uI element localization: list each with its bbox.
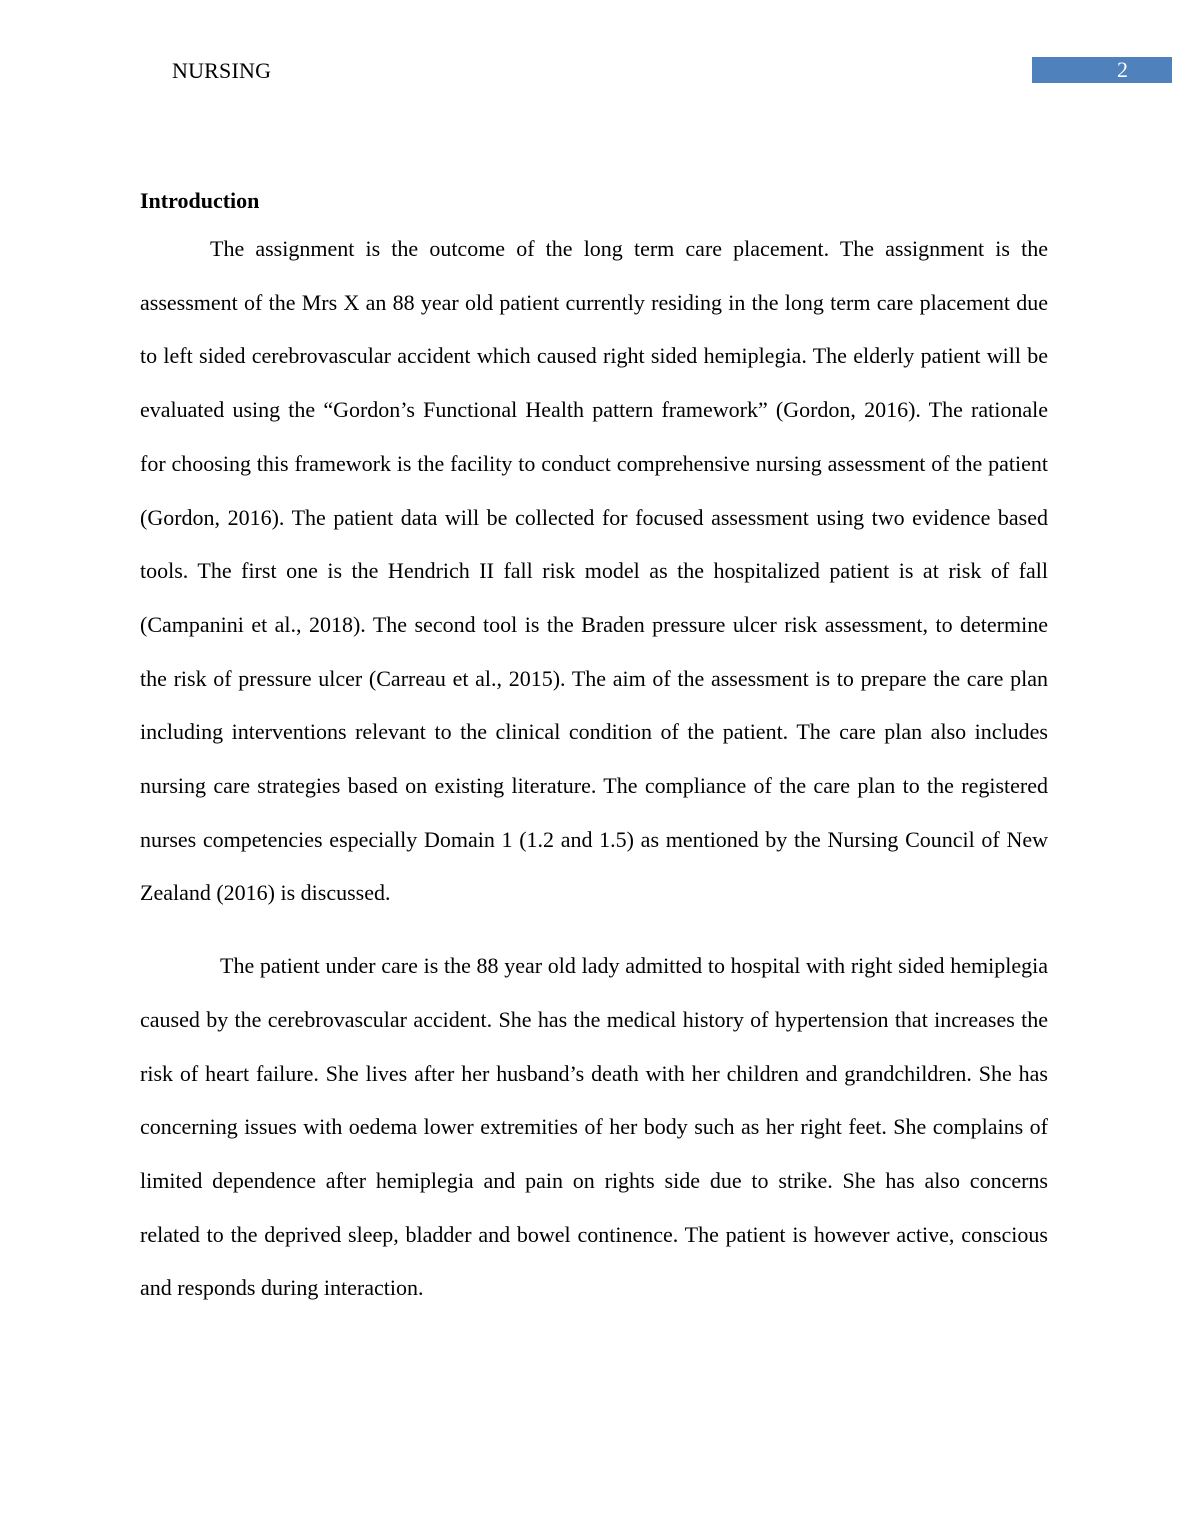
page-number: 2 [1117, 57, 1128, 82]
section-heading: Introduction [140, 188, 260, 213]
running-head: NURSING [172, 58, 272, 83]
page-number-box [1032, 57, 1172, 83]
paragraph: The assignment is the outcome of the long term care placement. The assignment is the assessment of the Mrs X an 88 year old patient currently residing in the long term care placement due to left sided cerebrovascular accident which caused right sided hemiplegia. The elderly patient will be evaluated using the “Gordon’s Functional Health pattern framework” (Gordon, 2016). The rationale for choosing this framework is the facility to conduct comprehensive nursing assessment of the patient (Gordon, 2016). The patient data will be collected for focused assessment using two evidence based tools. The first one is the Hendrich II fall risk model as the hospitalized patient is at risk of fall (Campanini et al., 2018). The second tool is the Braden pressure ulcer risk assessment, to determine the risk of pressure ulcer (Carreau et al., 2015). The aim of the assessment is to prepare the care plan including interventions relevant to the clinical condition of the patient. The care plan also includes nursing care strategies based on existing literature. The compliance of the care plan to the registered nurses competencies especially Domain 1 (1.2 and 1.5) as mentioned by the Nursing Council of New Zealand (2016) is discussed. [140, 236, 1048, 906]
document-body [140, 184, 1048, 1315]
paragraph: The patient under care is the 88 year old lady admitted to hospital with right sided hemiplegia caused by the cerebrovascular accident. She has the medical history of hypertension that increases the risk of heart failure. She lives after her husband’s death with her children and grandchildren. She has concerning issues with oedema lower extremities of her body such as her right feet. She complains of limited dependence after hemiplegia and pain on rights side due to strike. She has also concerns related to the deprived sleep, bladder and bowel continence. The patient is however active, conscious and responds during interaction. [140, 953, 1048, 1301]
